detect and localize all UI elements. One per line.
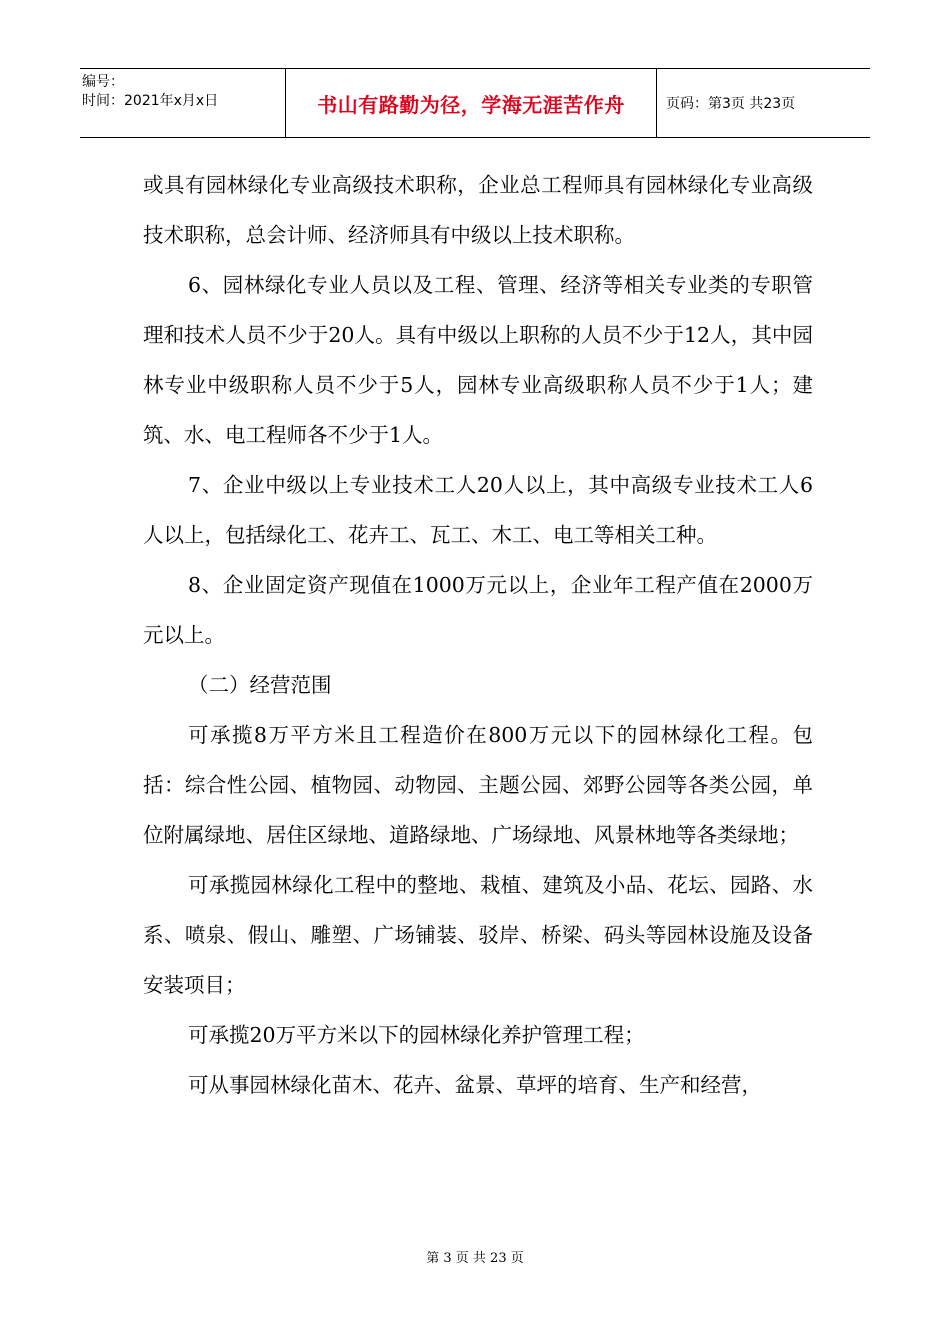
- footer-page-label: 第 3 页 共 23 页: [426, 1251, 524, 1266]
- page-info-text: 页码：第3页 共23页: [666, 96, 796, 112]
- time-line: 时间：2021年x月x日: [82, 93, 219, 109]
- paragraph-8: 可承揽20万平方米以下的园林绿化养护管理工程；: [188, 1023, 645, 1047]
- document-body: [143, 160, 813, 1110]
- paragraph-1: 或具有园林绿化专业高级技术职称，企业总工程师具有园林绿化专业高级技术职称，总会计师、经济师具有中级以上技术职称。: [143, 173, 813, 247]
- number-label: 编号：: [82, 74, 124, 90]
- paragraph-6: 可承揽8万平方米且工程造价在800万元以下的园林绿化工程。包括：综合性公园、植物园、动物园、主题公园、郊野公园等各类公园，单位附属绿地、居住区绿地、道路绿地、广场绿地、风景林地等各类绿地；: [143, 723, 813, 847]
- paragraph-7: 可承揽园林绿化工程中的整地、栽植、建筑及小品、花坛、园路、水系、喷泉、假山、雕塑、广场铺装、驳岸、桥梁、码头等园林设施及设备安装项目；: [143, 873, 813, 997]
- page-footer: [0, 1247, 950, 1266]
- header-motto: [286, 69, 657, 137]
- header-meta: [80, 69, 286, 137]
- page-header: [80, 68, 870, 138]
- paragraph-4: 8、企业固定资产现值在1000万元以上，企业年工程产值在2000万元以上。: [143, 573, 813, 647]
- paragraph-9: 可从事园林绿化苗木、花卉、盆景、草坪的培育、生产和经营，: [188, 1073, 762, 1097]
- section-heading: （二）经营范围: [188, 673, 332, 697]
- paragraph-3: 7、企业中级以上专业技术工人20人以上，其中高级专业技术工人6人以上，包括绿化工、花卉工、瓦工、木工、电工等相关工种。: [143, 473, 813, 547]
- header-page-info: [657, 69, 870, 137]
- paragraph-2: 6、园林绿化专业人员以及工程、管理、经济等相关专业类的专职管理和技术人员不少于20人。具有中级以上职称的人员不少于12人，其中园林专业中级职称人员不少于5人，园林专业高级职称人员不少于1人；建筑、水、电工程师各不少于1人。: [143, 273, 813, 447]
- motto-text: 书山有路勤为径，学海无涯苦作舟: [317, 92, 625, 117]
